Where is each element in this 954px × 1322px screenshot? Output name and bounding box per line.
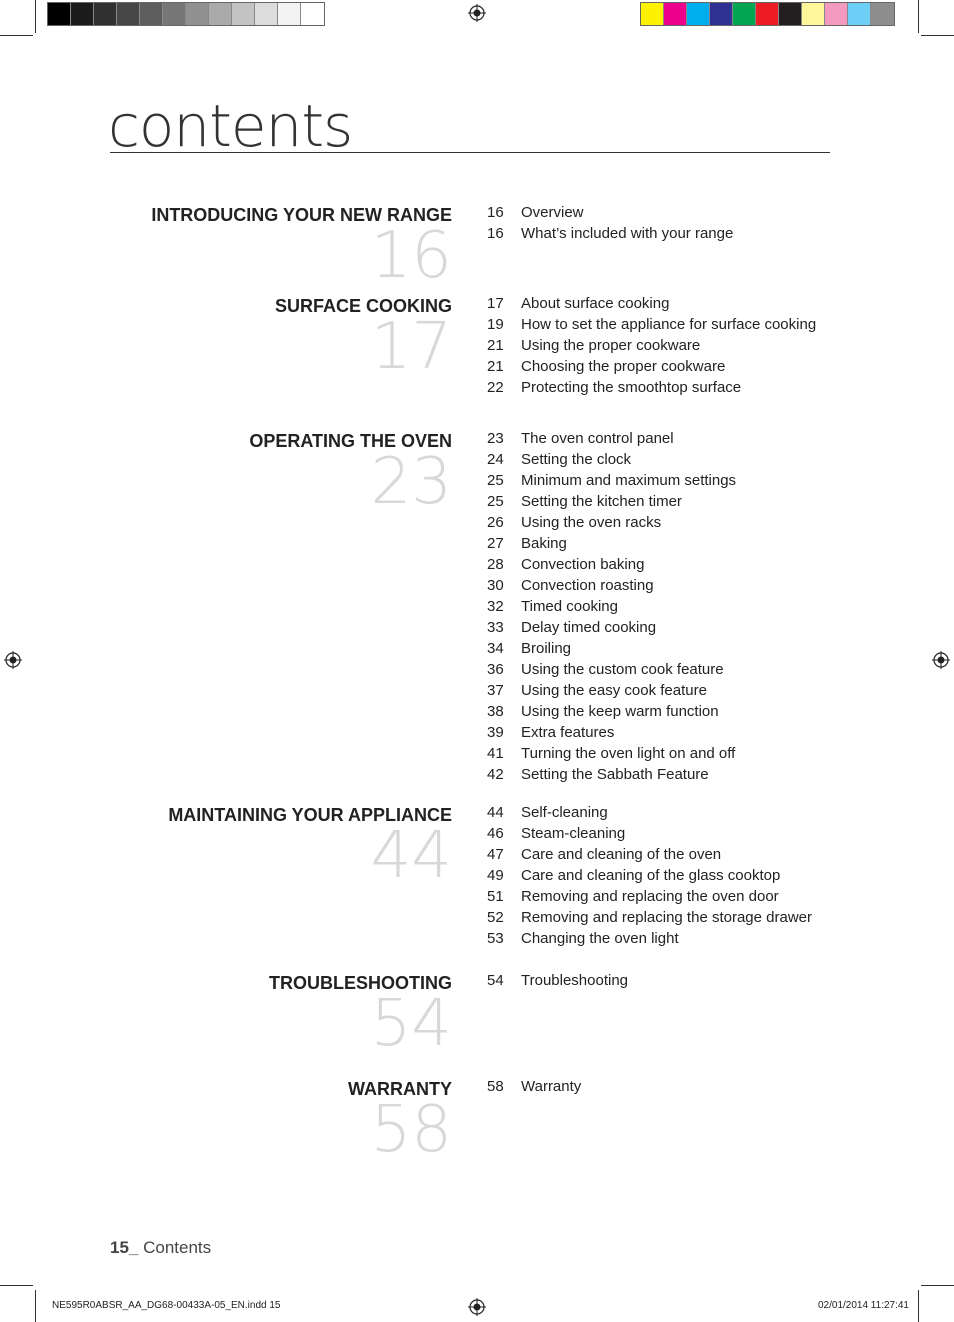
section-heading[interactable]: TROUBLESHOOTING xyxy=(269,973,452,993)
section-header xyxy=(168,804,452,893)
section-heading[interactable]: OPERATING THE OVEN xyxy=(249,431,452,451)
toc-entry-list xyxy=(487,804,837,951)
toc-entry-page: 16 xyxy=(487,204,504,221)
section-heading[interactable]: MAINTAINING YOUR APPLIANCE xyxy=(168,805,452,825)
color-swatch xyxy=(301,3,324,25)
toc-entry-title: Convection roasting xyxy=(521,577,654,594)
toc-entry[interactable] xyxy=(487,451,837,469)
color-swatch xyxy=(71,3,94,25)
toc-entry-page: 21 xyxy=(487,337,504,354)
crop-mark xyxy=(918,0,919,33)
toc-entry-page: 52 xyxy=(487,909,504,926)
toc-entry-page: 19 xyxy=(487,316,504,333)
section-header xyxy=(348,1078,452,1167)
toc-entry[interactable] xyxy=(487,379,837,397)
toc-entry[interactable] xyxy=(487,598,837,616)
toc-entry-title: Broiling xyxy=(521,640,572,657)
toc-entry-page: 42 xyxy=(487,766,504,783)
color-swatch xyxy=(278,3,301,25)
toc-entry[interactable] xyxy=(487,846,837,864)
color-swatch xyxy=(802,3,825,25)
color-swatch xyxy=(664,3,687,25)
section-header xyxy=(151,204,452,293)
toc-entry-page: 53 xyxy=(487,930,504,947)
toc-entry-title: Warranty xyxy=(521,1078,582,1095)
color-swatch xyxy=(186,3,209,25)
toc-entry-title: Removing and replacing the storage drawer xyxy=(521,909,812,926)
section-page-number: 54 xyxy=(370,987,452,1061)
toc-entry[interactable] xyxy=(487,972,837,990)
toc-entry[interactable] xyxy=(487,804,837,822)
toc-entry-list xyxy=(487,972,837,993)
toc-entry-title: Baking xyxy=(521,535,567,552)
toc-entry-page: 22 xyxy=(487,379,504,396)
toc-entry-title: How to set the appliance for surface cooking xyxy=(521,316,817,333)
toc-entry-page: 46 xyxy=(487,825,504,842)
toc-entry-page: 37 xyxy=(487,682,504,699)
toc-entry[interactable] xyxy=(487,703,837,721)
toc-entry-page: 54 xyxy=(487,972,504,989)
section-heading[interactable]: SURFACE COOKING xyxy=(274,296,452,316)
toc-entry-title: Overview xyxy=(521,204,584,221)
section-heading[interactable]: INTRODUCING YOUR NEW RANGE xyxy=(151,205,452,225)
toc-entry[interactable] xyxy=(487,745,837,763)
toc-entry-title: Removing and replacing the oven door xyxy=(521,888,779,905)
gray-color-bar xyxy=(47,2,325,26)
toc-entry-title: Extra features xyxy=(521,724,615,741)
section-page-number: 16 xyxy=(370,219,452,293)
registration-mark-icon xyxy=(4,651,22,669)
toc-entry-list xyxy=(487,1078,837,1099)
crop-mark xyxy=(921,1285,954,1286)
toc-entry[interactable] xyxy=(487,825,837,843)
toc-entry-title: Troubleshooting xyxy=(521,972,629,989)
toc-entry-title: Delay timed cooking xyxy=(521,619,657,636)
toc-entry[interactable] xyxy=(487,204,837,222)
toc-entry-title: Changing the oven light xyxy=(521,930,679,947)
toc-entry-title: Using the oven racks xyxy=(521,514,662,531)
toc-entry-list xyxy=(487,295,837,400)
color-swatch xyxy=(163,3,186,25)
toc-entry-page: 26 xyxy=(487,514,504,531)
toc-entry-page: 25 xyxy=(487,493,504,510)
toc-entry[interactable] xyxy=(487,430,837,448)
color-swatch xyxy=(209,3,232,25)
toc-entry-title: Care and cleaning of the glass cooktop xyxy=(521,867,781,884)
toc-entry-page: 47 xyxy=(487,846,504,863)
crop-mark xyxy=(0,35,33,36)
toc-entry-title: About surface cooking xyxy=(521,295,670,312)
toc-entry[interactable] xyxy=(487,295,837,313)
color-swatch xyxy=(641,3,664,25)
toc-entry-page: 21 xyxy=(487,358,504,375)
page-title-rule xyxy=(108,92,830,160)
section-header xyxy=(269,972,452,1061)
toc-entry[interactable] xyxy=(487,682,837,700)
toc-entry-title: Self-cleaning xyxy=(521,804,608,821)
toc-entry-page: 27 xyxy=(487,535,504,552)
toc-entry[interactable] xyxy=(487,888,837,906)
toc-entry-page: 51 xyxy=(487,888,504,905)
toc-entry[interactable] xyxy=(487,640,837,658)
toc-entry-list xyxy=(487,204,837,246)
section-page-number: 17 xyxy=(370,310,452,384)
color-swatch xyxy=(756,3,779,25)
toc-entry-page: 30 xyxy=(487,577,504,594)
toc-entry[interactable] xyxy=(487,493,837,511)
toc-entry-title: Setting the clock xyxy=(521,451,632,468)
toc-entry[interactable] xyxy=(487,556,837,574)
toc-entry[interactable] xyxy=(487,1078,837,1096)
color-swatch xyxy=(733,3,756,25)
crop-mark xyxy=(35,1290,36,1322)
toc-entry-title: Protecting the smoothtop surface xyxy=(521,379,742,396)
toc-entry-page: 44 xyxy=(487,804,504,821)
slug-datetime: 02/01/2014 11:27:41 xyxy=(817,1300,909,1311)
section-page-number: 58 xyxy=(370,1093,452,1167)
color-swatch xyxy=(848,3,871,25)
toc-entry-title: Using the proper cookware xyxy=(521,337,701,354)
toc-entry[interactable] xyxy=(487,472,837,490)
toc-entry[interactable] xyxy=(487,909,837,927)
toc-entry-title: The oven control panel xyxy=(521,430,674,447)
color-swatch xyxy=(255,3,278,25)
toc-entry-title: Care and cleaning of the oven xyxy=(521,846,722,863)
color-swatch xyxy=(232,3,255,25)
registration-mark-icon xyxy=(468,1298,486,1316)
toc-entry[interactable] xyxy=(487,724,837,742)
toc-entry[interactable] xyxy=(487,316,837,334)
toc-entry[interactable] xyxy=(487,766,837,784)
toc-entry[interactable] xyxy=(487,337,837,355)
toc-entry[interactable] xyxy=(487,867,837,885)
crop-mark xyxy=(921,35,954,36)
toc-entry-page: 41 xyxy=(487,745,504,762)
slug-filename: NE595R0ABSR_AA_DG68-00433A-05_EN.indd 15 xyxy=(52,1300,281,1311)
color-swatch xyxy=(871,3,894,25)
toc-entry-page: 34 xyxy=(487,640,504,657)
toc-entry-page: 24 xyxy=(487,451,504,468)
registration-mark-icon xyxy=(932,651,950,669)
registration-mark-icon xyxy=(468,4,486,22)
toc-entry[interactable] xyxy=(487,619,837,637)
color-swatch xyxy=(48,3,71,25)
toc-entry-title: Timed cooking xyxy=(521,598,618,615)
toc-entry-title: Using the keep warm function xyxy=(521,703,719,720)
color-swatch xyxy=(779,3,802,25)
toc-entry-title: Turning the oven light on and off xyxy=(521,745,736,762)
color-swatch xyxy=(825,3,848,25)
footer-page-number: 15_ xyxy=(110,1238,139,1257)
toc-entry-title: What’s included with your range xyxy=(521,225,734,242)
toc-entry-page: 49 xyxy=(487,867,504,884)
color-swatch xyxy=(140,3,163,25)
page-title: contents xyxy=(108,92,353,160)
toc-entry[interactable] xyxy=(487,577,837,595)
toc-entry[interactable] xyxy=(487,225,837,243)
toc-entry-page: 36 xyxy=(487,661,504,678)
toc-entry[interactable] xyxy=(487,930,837,948)
toc-entry-title: Setting the Sabbath Feature xyxy=(521,766,709,783)
section-header xyxy=(274,295,452,384)
toc-entry-title: Convection baking xyxy=(521,556,645,573)
toc-entry-page: 28 xyxy=(487,556,504,573)
toc-entry-title: Minimum and maximum settings xyxy=(521,472,737,489)
color-swatch xyxy=(117,3,140,25)
toc-entry-title: Choosing the proper cookware xyxy=(521,358,726,375)
page-footer xyxy=(110,1238,211,1258)
toc-entry-page: 58 xyxy=(487,1078,504,1095)
toc-entry[interactable] xyxy=(487,514,837,532)
section-header xyxy=(249,430,452,519)
section-page-number: 44 xyxy=(370,819,452,893)
toc-entry-title: Steam-cleaning xyxy=(521,825,626,842)
toc-entry-title: Using the custom cook feature xyxy=(521,661,724,678)
toc-entry-page: 32 xyxy=(487,598,504,615)
toc-entry-list xyxy=(487,430,837,787)
toc-entry-page: 38 xyxy=(487,703,504,720)
color-swatch xyxy=(94,3,117,25)
toc-entry[interactable] xyxy=(487,661,837,679)
crop-mark xyxy=(0,1285,33,1286)
toc-entry-page: 17 xyxy=(487,295,504,312)
toc-entry-page: 33 xyxy=(487,619,504,636)
color-swatch xyxy=(687,3,710,25)
toc-entry-title: Using the easy cook feature xyxy=(521,682,707,699)
section-page-number: 23 xyxy=(370,445,452,519)
toc-entry-page: 16 xyxy=(487,225,504,242)
section-heading[interactable]: WARRANTY xyxy=(348,1079,452,1099)
toc-entry[interactable] xyxy=(487,535,837,553)
footer-label: Contents xyxy=(143,1238,212,1257)
crop-mark xyxy=(918,1290,919,1322)
crop-mark xyxy=(35,0,36,33)
toc-entry-page: 25 xyxy=(487,472,504,489)
color-swatch xyxy=(710,3,733,25)
process-color-bar xyxy=(640,2,895,26)
toc-entry-page: 39 xyxy=(487,724,504,741)
toc-entry-title: Setting the kitchen timer xyxy=(521,493,682,510)
toc-entry[interactable] xyxy=(487,358,837,376)
toc-entry-page: 23 xyxy=(487,430,504,447)
